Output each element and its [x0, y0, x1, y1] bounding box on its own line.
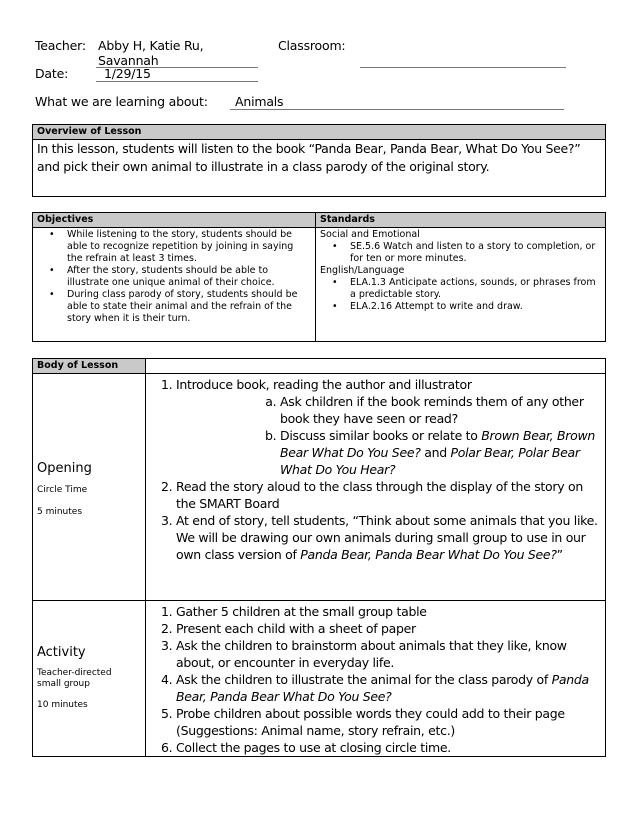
date-label: Date:: [35, 66, 69, 81]
standard-item: • ELA.2.16 Attempt to write and draw.: [350, 301, 601, 313]
body-heading: Body of Lesson: [33, 359, 146, 374]
opening-step: 2. Read the story aloud to the class through the display of the story on the SMART Board: [176, 478, 601, 512]
objectives-heading: Objectives: [33, 213, 316, 228]
opening-step: [176, 376, 601, 478]
overview-table: [32, 124, 606, 197]
opening-substep: a. Ask children if the book reminds them of any other book they have seen or read?: [280, 393, 601, 427]
opening-substep: [280, 427, 601, 478]
objective-item: • While listening to the story, students should be able to recognize repetition by joining in saying the refrain at least 3 times.: [67, 229, 311, 265]
opening-title: Opening: [37, 460, 92, 476]
standards-group-social: Social and Emotional: [320, 229, 420, 240]
opening-sublist: [256, 393, 601, 478]
activity-list: [150, 603, 601, 756]
book-title: Polar Bear, Polar Bear What Do You Hear?: [280, 445, 580, 477]
standard-item: • ELA.1.3 Anticipate actions, sounds, or phrases from a predictable story.: [350, 277, 601, 301]
step-text: At end of story, tell students, “Think about some animals that you like. We will be drawing our own animals during small group to use in our own class version of: [176, 513, 598, 562]
substep-text: and: [420, 445, 451, 460]
substep-text: Discuss similar books or relate to: [280, 428, 482, 443]
standards-cell: [316, 228, 606, 342]
date-underline: [96, 81, 258, 82]
book-title: Panda Bear, Panda Bear What Do You See?: [300, 547, 557, 562]
opening-step-text: Introduce book, reading the author and illustrator: [176, 377, 472, 392]
opening-step: [176, 512, 601, 563]
opening-setting: Circle Time: [37, 484, 88, 495]
activity-step: [176, 671, 601, 705]
activity-step: 1. Gather 5 children at the small group table: [176, 603, 601, 620]
book-title: Panda Bear, Panda Bear What Do You See?: [176, 672, 589, 704]
overview-heading: Overview of Lesson: [33, 125, 606, 140]
standards-group-ela: English/Language: [320, 265, 405, 276]
overview-text: In this lesson, students will listen to the book “Panda Bear, Panda Bear, What Do You See?” and pick their own animal to illustrate in a class parody of the original story.: [33, 140, 606, 197]
objective-item: • After the story, students should be able to illustrate one unique animal of their choice.: [67, 265, 311, 289]
opening-side: [33, 374, 146, 601]
activity-step: 3. Ask the children to brainstorm about animals that they like, know about, or encounter in everyday life.: [176, 637, 601, 671]
classroom-label: Classroom:: [278, 38, 346, 53]
activity-step: 5. Probe children about possible words they could add to their page (Suggestions: Animal name, story refrain, etc.): [176, 705, 601, 739]
standard-item: • SE.5.6 Watch and listen to a story to completion, or for ten or more minutes.: [350, 241, 601, 265]
opening-list: [150, 376, 601, 563]
activity-setting: Teacher-directed small group: [37, 667, 112, 689]
objectives-standards-table: [32, 212, 606, 342]
activity-step: 2. Present each child with a sheet of paper: [176, 620, 601, 637]
body-table: [32, 358, 606, 757]
teacher-value-line2: Savannah: [98, 53, 159, 68]
step-text: ”: [556, 547, 563, 562]
activity-steps: [146, 601, 606, 757]
step-text: Ask the children to illustrate the animal for the class parody of: [176, 672, 552, 687]
learning-label: What we are learning about:: [35, 94, 208, 109]
learning-underline: [230, 109, 564, 110]
book-title: Brown Bear, Brown Bear What Do You See?: [280, 428, 596, 460]
teacher-label: Teacher:: [35, 38, 86, 53]
standards-heading: Standards: [316, 213, 606, 228]
activity-time: 10 minutes: [37, 699, 88, 710]
activity-side: [33, 601, 146, 757]
standards-list-ela: [320, 277, 601, 313]
activity-step: 6. Collect the pages to use at closing circle time.: [176, 739, 601, 756]
activity-title: Activity: [37, 644, 86, 660]
opening-time: 5 minutes: [37, 506, 83, 517]
opening-steps: [146, 374, 606, 601]
objectives-cell: [33, 228, 316, 342]
date-value: 1/29/15: [104, 66, 151, 81]
learning-value: Animals: [235, 94, 284, 109]
classroom-underline: [360, 67, 566, 68]
body-heading-blank: [146, 359, 606, 374]
objectives-list: [37, 229, 311, 325]
objective-item: • During class parody of story, students should be able to state their animal and the refrain of the story when it is their turn.: [67, 289, 311, 325]
standards-list-social: [320, 241, 601, 265]
teacher-value-line1: Abby H, Katie Ru,: [98, 38, 204, 53]
